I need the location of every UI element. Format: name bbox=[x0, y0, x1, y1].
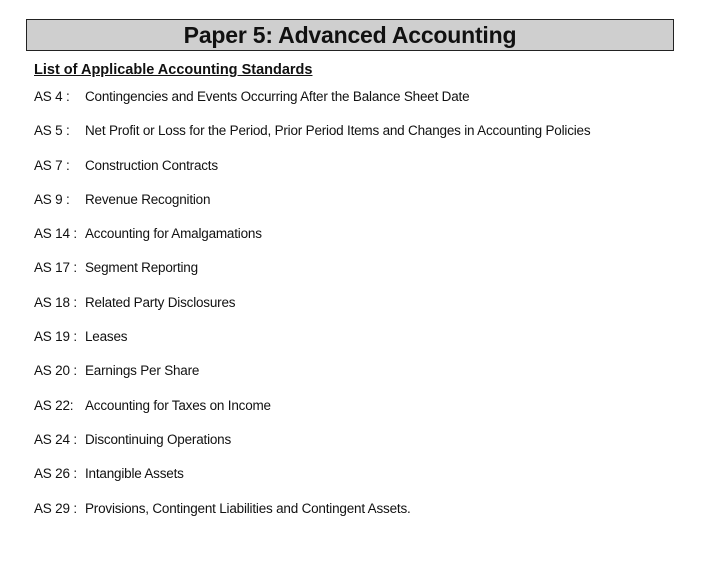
standard-title: Net Profit or Loss for the Period, Prior Period Items and Changes in Accounting Policies bbox=[85, 123, 591, 139]
standard-row-as-17 bbox=[34, 260, 590, 294]
standard-code: AS 19 : bbox=[34, 329, 77, 345]
standard-title: Accounting for Amalgamations bbox=[85, 226, 262, 242]
standard-title: Discontinuing Operations bbox=[85, 431, 232, 447]
standard-row-as-29 bbox=[34, 501, 590, 535]
standard-code: AS 14 : bbox=[34, 226, 77, 242]
standard-row-as-20 bbox=[34, 363, 590, 397]
standard-row-as-4 bbox=[34, 89, 590, 123]
standard-title: Segment Reporting bbox=[85, 260, 198, 276]
standard-code: AS 20 : bbox=[34, 363, 77, 379]
standard-row-as-22 bbox=[34, 398, 590, 432]
standard-code: AS 26 : bbox=[34, 466, 77, 482]
standard-row-as-7 bbox=[34, 158, 590, 192]
standard-row-as-18 bbox=[34, 295, 590, 329]
standard-row-as-5 bbox=[34, 123, 590, 157]
page-title-bar bbox=[26, 19, 674, 51]
standard-row-as-26 bbox=[34, 466, 590, 500]
standard-code: AS 4 : bbox=[34, 89, 70, 104]
standard-title: Construction Contracts bbox=[85, 157, 218, 173]
standard-title: Earnings Per Share bbox=[85, 363, 200, 379]
standard-row-as-19 bbox=[34, 329, 590, 363]
standard-title: Related Party Disclosures bbox=[85, 294, 236, 310]
standard-title: Contingencies and Events Occurring After the Balance Sheet Date bbox=[85, 89, 470, 104]
standard-code: AS 9 : bbox=[34, 191, 70, 207]
standard-title: Accounting for Taxes on Income bbox=[85, 397, 271, 413]
standard-row-as-24 bbox=[34, 432, 590, 466]
standard-code: AS 24 : bbox=[34, 431, 77, 447]
accounting-standards-list bbox=[34, 89, 590, 535]
standard-code: AS 22: bbox=[34, 397, 74, 413]
standard-title: Intangible Assets bbox=[85, 466, 184, 482]
standard-code: AS 29 : bbox=[34, 500, 77, 516]
standard-code: AS 5 : bbox=[34, 123, 70, 139]
standard-row-as-9 bbox=[34, 192, 590, 226]
standard-title: Leases bbox=[85, 329, 128, 345]
standard-code: AS 17 : bbox=[34, 260, 77, 276]
section-heading: List of Applicable Accounting Standards bbox=[34, 62, 313, 78]
standard-row-as-14 bbox=[34, 226, 590, 260]
standard-title: Revenue Recognition bbox=[85, 191, 211, 207]
standard-title: Provisions, Contingent Liabilities and Contingent Assets. bbox=[85, 500, 411, 516]
standard-code: AS 7 : bbox=[34, 157, 70, 173]
page-title: Paper 5: Advanced Accounting bbox=[183, 21, 517, 48]
standard-code: AS 18 : bbox=[34, 294, 77, 310]
